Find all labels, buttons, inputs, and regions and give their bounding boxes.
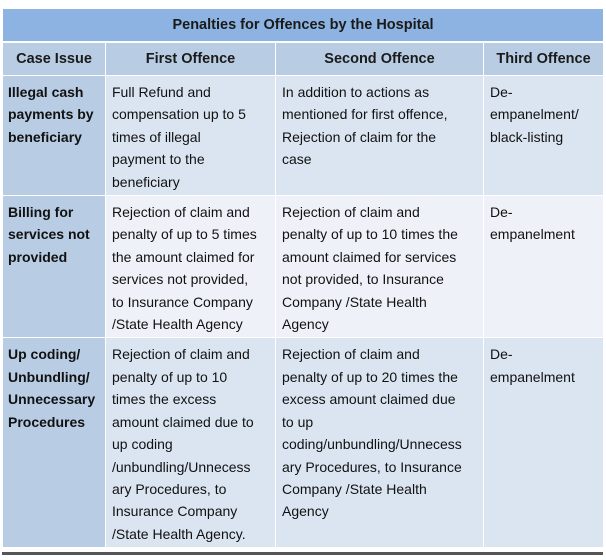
first-offence-cell — [106, 76, 276, 196]
cell-text-line: Rejection of claim and — [112, 346, 250, 363]
cell-text-line: Unbundling/ — [8, 368, 90, 385]
cell-text-line: Up coding/ — [8, 346, 81, 363]
cell-text-line: De- — [490, 346, 513, 363]
penalties-table-container — [2, 8, 603, 548]
cell-text-line: ary Procedures, to Insurance — [282, 458, 462, 475]
cell-text-line: services not provided, — [112, 271, 249, 288]
cell-text-line: amount claimed for services — [282, 248, 457, 265]
cell-text-line: black-listing — [490, 128, 564, 145]
header-second-offence: Second Offence — [276, 42, 484, 76]
cell-text-line: Illegal cash — [8, 84, 84, 100]
cell-text-line: Billing for — [8, 204, 74, 221]
cell-text-line: /State Health Agency — [112, 316, 243, 333]
cell-text-line: De- — [490, 204, 513, 221]
cell-text-line: Unnecessary — [8, 391, 96, 408]
cell-text-line: to up — [282, 413, 314, 430]
cell-text-line: ary Procedures, to — [112, 480, 227, 497]
cell-text-line: payments by — [8, 106, 94, 123]
cell-text-line: /State Health Agency. — [112, 525, 246, 542]
cell-text-line: services not — [8, 226, 90, 243]
case-issue-cell — [3, 338, 106, 548]
third-offence-cell — [484, 76, 604, 196]
cell-text-line: Rejection of claim and — [282, 204, 420, 221]
cell-text-line: penalty of up to 10 times the — [282, 226, 458, 243]
cell-text-line: empanelment — [490, 226, 575, 243]
cell-text-line: to Insurance Company — [112, 293, 253, 310]
header-row — [3, 42, 604, 76]
cell-text-line: De- — [490, 84, 513, 100]
cell-text-line: amount claimed due to — [112, 413, 254, 430]
cell-text-line: Company /State Health — [282, 480, 427, 497]
cell-text-line: Agency — [282, 316, 329, 333]
cell-text-line: Rejection of claim and — [112, 204, 250, 221]
cell-text-line: Company /State Health — [282, 293, 427, 310]
first-offence-cell — [106, 196, 276, 338]
cell-text-line: Full Refund and — [112, 84, 211, 100]
cell-text-line: /unbundling/Unnecess — [112, 458, 251, 475]
cell-text-line: up coding — [112, 436, 173, 453]
cell-text-line: coding/unbundling/Unnecess — [282, 436, 462, 453]
cell-text-line: Rejection of claim and — [282, 346, 420, 363]
third-offence-cell — [484, 196, 604, 338]
header-case-issue: Case Issue — [3, 42, 106, 76]
third-offence-cell — [484, 338, 604, 548]
bottom-divider — [2, 552, 603, 555]
cell-text-line: penalty of up to 20 times the — [282, 368, 458, 385]
cell-text-line: not provided, to Insurance — [282, 271, 444, 288]
cell-text-line: compensation up to 5 — [112, 106, 246, 123]
table-title: Penalties for Offences by the Hospital — [3, 9, 604, 43]
cell-text-line: case — [282, 151, 312, 168]
table-row — [3, 338, 604, 548]
cell-text-line: In addition to actions as — [282, 84, 430, 100]
cell-text-line: times of illegal — [112, 128, 201, 145]
second-offence-cell — [276, 76, 484, 196]
case-issue-cell — [3, 76, 106, 196]
header-third-offence: Third Offence — [484, 42, 604, 76]
cell-text-line: Procedures — [8, 413, 86, 430]
cell-text-line: beneficiary — [8, 128, 82, 145]
cell-text-line: Agency — [282, 503, 329, 520]
header-first-offence: First Offence — [106, 42, 276, 76]
cell-text-line: excess amount claimed due — [282, 391, 456, 408]
penalties-table — [2, 8, 604, 548]
second-offence-cell — [276, 196, 484, 338]
cell-text-line: times the excess — [112, 391, 217, 408]
cell-text-line: empanelment — [490, 368, 575, 385]
case-issue-cell — [3, 196, 106, 338]
cell-text-line: beneficiary — [112, 173, 180, 190]
cell-text-line: mentioned for first offence, — [282, 106, 448, 123]
cell-text-line: Insurance Company — [112, 503, 238, 520]
cell-text-line: empanelment/ — [490, 106, 579, 123]
table-row — [3, 196, 604, 338]
cell-text-line: payment to the — [112, 151, 205, 168]
cell-text-line: penalty of up to 5 times — [112, 226, 257, 243]
table-row — [3, 76, 604, 196]
cell-text-line: provided — [8, 248, 68, 265]
second-offence-cell — [276, 338, 484, 548]
first-offence-cell — [106, 338, 276, 548]
cell-text-line: the amount claimed for — [112, 248, 255, 265]
cell-text-line: Rejection of claim for the — [282, 128, 437, 145]
cell-text-line: penalty of up to 10 — [112, 368, 228, 385]
